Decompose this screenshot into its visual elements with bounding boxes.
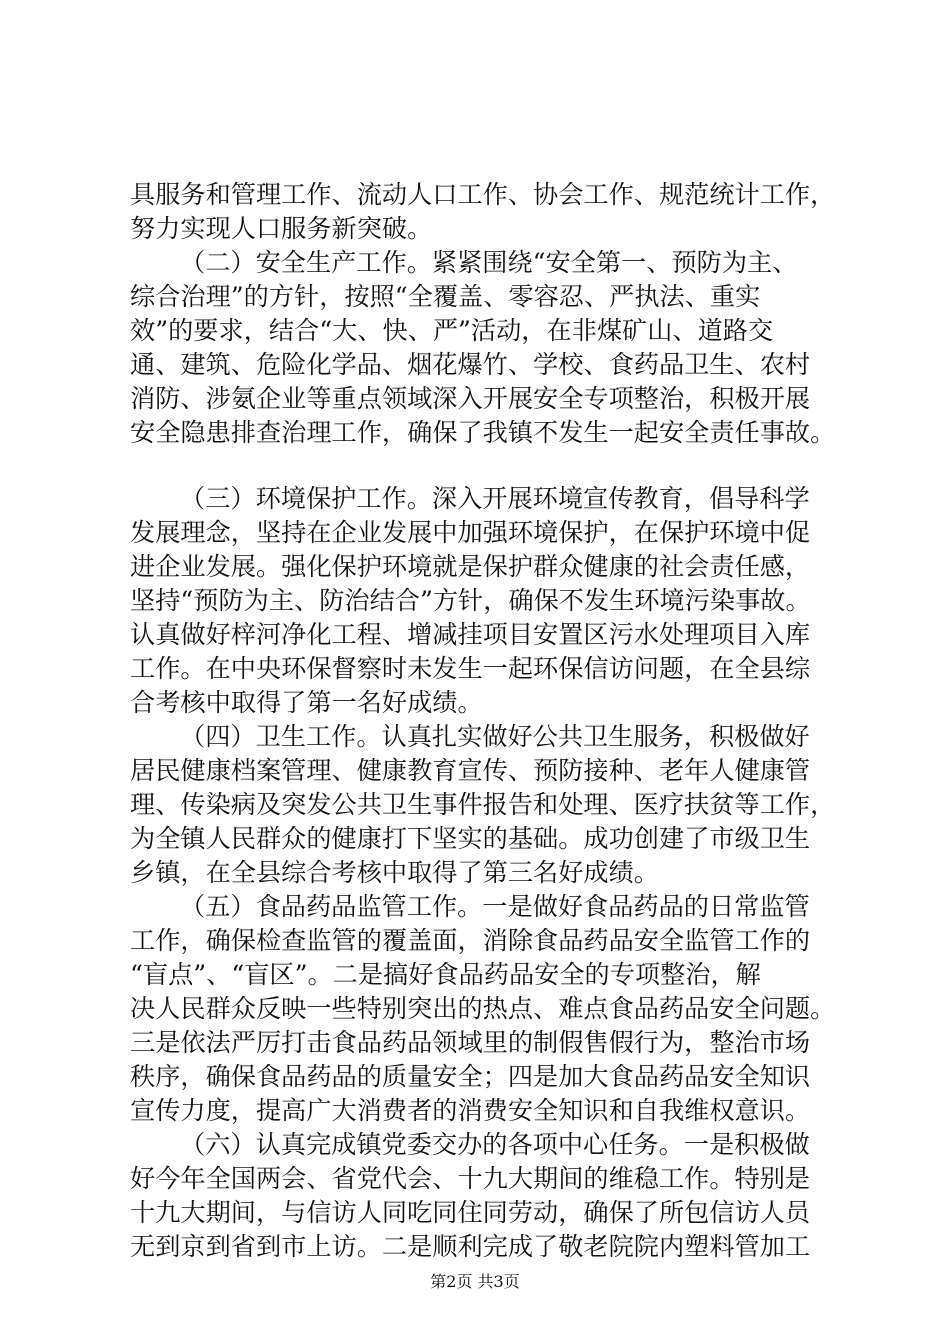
body-line: 决人民群众反映一些特别突出的热点、难点食品药品安全问题。	[130, 994, 836, 1023]
body-line: 工作，确保检查监管的覆盖面，消除食品药品安全监管工作的	[130, 926, 811, 955]
body-line: 合考核中取得了第一名好成绩。	[130, 688, 483, 717]
body-line: 十九大期间，与信访人同吃同住同劳动，确保了所包信访人员	[130, 1198, 811, 1227]
body-line: 安全隐患排查治理工作，确保了我镇不发生一起安全责任事故。	[130, 418, 836, 447]
body-line: 具服务和管理工作、流动人口工作、协会工作、规范统计工作，	[130, 180, 836, 209]
section-heading-line: （三）环境保护工作。深入开展环境宣传教育，倡导科学	[180, 484, 810, 513]
body-line: 工作。在中央环保督察时未发生一起环保信访问题，在全县综	[130, 654, 811, 683]
body-line: 消防、涉氨企业等重点领域深入开展安全专项整治，积极开展	[130, 384, 811, 413]
body-line: 秩序，确保食品药品的质量安全；四是加大食品药品安全知识	[130, 1062, 811, 1091]
section-heading-line: （四）卫生工作。认真扎实做好公共卫生服务，积极做好	[180, 722, 810, 751]
body-line: 乡镇，在全县综合考核中取得了第三名好成绩。	[130, 858, 659, 887]
body-line: “盲点”、“盲区”。二是搞好食品药品安全的专项整治，解	[130, 960, 761, 989]
body-line: 坚持“预防为主、防治结合”方针，确保不发生环境污染事故。	[130, 586, 811, 615]
body-line: 为全镇人民群众的健康打下坚实的基础。成功创建了市级卫生	[130, 824, 811, 853]
body-line: 宣传力度，提高广大消费者的消费安全知识和自我维权意识。	[130, 1096, 811, 1125]
body-line: 发展理念，坚持在企业发展中加强环境保护，在保护环境中促	[130, 518, 811, 547]
section-heading-line: （六）认真完成镇党委交办的各项中心任务。一是积极做	[180, 1130, 810, 1159]
section-heading-line: （五）食品药品监管工作。一是做好食品药品的日常监管	[180, 892, 810, 921]
body-line: 居民健康档案管理、健康教育宣传、预防接种、老年人健康管	[130, 756, 811, 785]
page-number-footer: 第2页 共3页	[430, 1272, 520, 1291]
body-line: 好今年全国两会、省党代会、十九大期间的维稳工作。特别是	[130, 1164, 811, 1193]
section-heading-line: （二）安全生产工作。紧紧围绕“安全第一、预防为主、	[180, 248, 798, 277]
body-line: 努力实现人口服务新突破。	[130, 214, 433, 243]
body-line: 综合治理”的方针，按照“全覆盖、零容忍、严执法、重实	[130, 282, 761, 311]
body-line: 认真做好梓河净化工程、增减挂项目安置区污水处理项目入库	[130, 620, 811, 649]
body-line: 进企业发展。强化保护环境就是保护群众健康的社会责任感，	[130, 552, 811, 581]
body-line: 通、建筑、危险化学品、烟花爆竹、学校、食药品卫生、农村	[130, 350, 811, 379]
body-line: 理、传染病及突发公共卫生事件报告和处理、医疗扶贫等工作，	[130, 790, 836, 819]
body-line: 三是依法严厉打击食品药品领域里的制假售假行为，整治市场	[130, 1028, 811, 1057]
body-line: 无到京到省到市上访。二是顺利完成了敬老院院内塑料管加工	[130, 1232, 811, 1261]
body-line: 效”的要求，结合“大、快、严”活动，在非煤矿山、道路交	[130, 316, 774, 345]
